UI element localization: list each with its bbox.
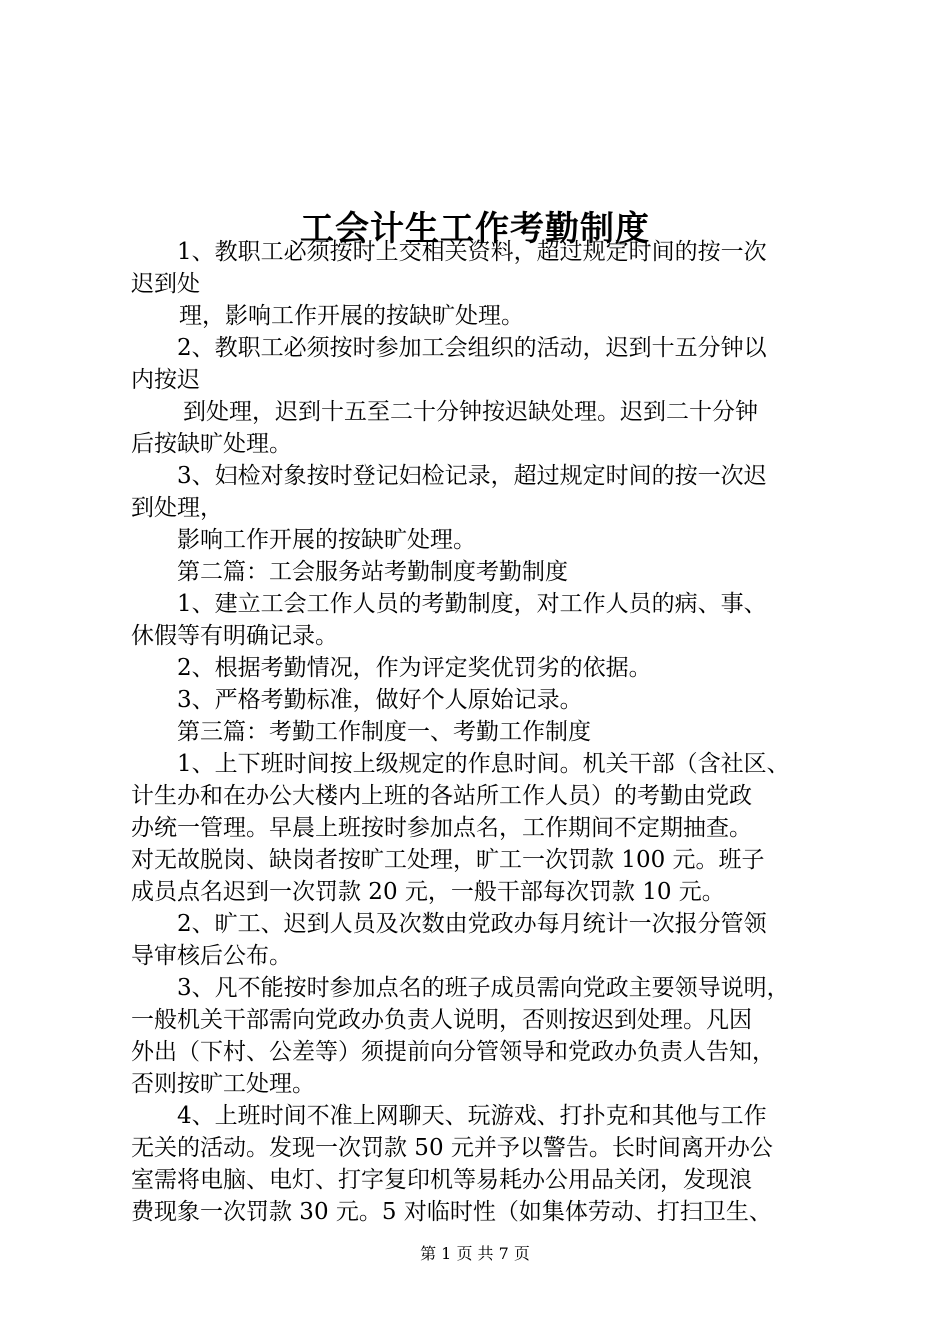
text-line: 2、教职工必须按时参加工会组织的活动，迟到十五分钟以 xyxy=(177,335,767,361)
text-line: 外出（下村、公差等）须提前向分管领导和党政办负责人告知， xyxy=(131,1039,775,1065)
text-line: 到处理，迟到十五至二十分钟按迟缺处理。迟到二十分钟 xyxy=(183,399,758,425)
section-heading: 第二篇：工会服务站考勤制度考勤制度 xyxy=(177,559,568,585)
text-line: 4、上班时间不准上网聊天、玩游戏、打扑克和其他与工作 xyxy=(177,1103,767,1129)
text-line: 对无故脱岗、缺岗者按旷工处理，旷工一次罚款 100 元。班子 xyxy=(131,847,765,873)
page-title: 工会计生工作考勤制度 xyxy=(300,208,650,249)
text-line: 3、妇检对象按时登记妇检记录，超过规定时间的按一次迟 xyxy=(177,463,767,489)
text-line: 休假等有明确记录。 xyxy=(131,623,338,649)
text-line: 无关的活动。发现一次罚款 50 元并予以警告。长时间离开办公 xyxy=(131,1135,773,1161)
text-line: 内按迟 xyxy=(131,367,200,393)
text-line: 一般机关干部需向党政办负责人说明，否则按迟到处理。凡因 xyxy=(131,1007,752,1033)
text-line: 1、教职工必须按时上交相关资料，超过规定时间的按一次 xyxy=(177,239,767,265)
text-line: 办统一管理。早晨上班按时参加点名，工作期间不定期抽查。 xyxy=(131,815,752,841)
text-line: 影响工作开展的按缺旷处理。 xyxy=(177,527,476,553)
text-line: 到处理， xyxy=(131,495,223,521)
text-line: 迟到处 xyxy=(131,271,200,297)
text-line: 导审核后公布。 xyxy=(131,943,292,969)
section-heading: 第三篇：考勤工作制度一、考勤工作制度 xyxy=(177,719,591,745)
text-line: 1、建立工会工作人员的考勤制度，对工作人员的病、事、 xyxy=(177,591,767,617)
text-line: 费现象一次罚款 30 元。5 对临时性（如集体劳动、打扫卫生、 xyxy=(131,1199,772,1225)
text-line: 3、凡不能按时参加点名的班子成员需向党政主要领导说明， xyxy=(177,975,790,1001)
text-line: 2、根据考勤情况，作为评定奖优罚劣的依据。 xyxy=(177,655,652,681)
text-line: 室需将电脑、电灯、打字复印机等易耗办公用品关闭，发现浪 xyxy=(131,1167,752,1193)
text-line: 否则按旷工处理。 xyxy=(131,1071,315,1097)
text-line: 成员点名迟到一次罚款 20 元，一般干部每次罚款 10 元。 xyxy=(131,879,725,905)
document-body xyxy=(131,236,831,1228)
page-footer: 第 1 页 共 7 页 xyxy=(420,1244,530,1263)
text-line: 3、严格考勤标准，做好个人原始记录。 xyxy=(177,687,583,713)
text-line: 2、旷工、迟到人员及次数由党政办每月统计一次报分管领 xyxy=(177,911,767,937)
text-line: 计生办和在办公大楼内上班的各站所工作人员）的考勤由党政 xyxy=(131,783,752,809)
text-line: 1、上下班时间按上级规定的作息时间。机关干部（含社区、 xyxy=(177,751,790,777)
text-line: 后按缺旷处理。 xyxy=(131,431,292,457)
text-line: 理，影响工作开展的按缺旷处理。 xyxy=(179,303,524,329)
